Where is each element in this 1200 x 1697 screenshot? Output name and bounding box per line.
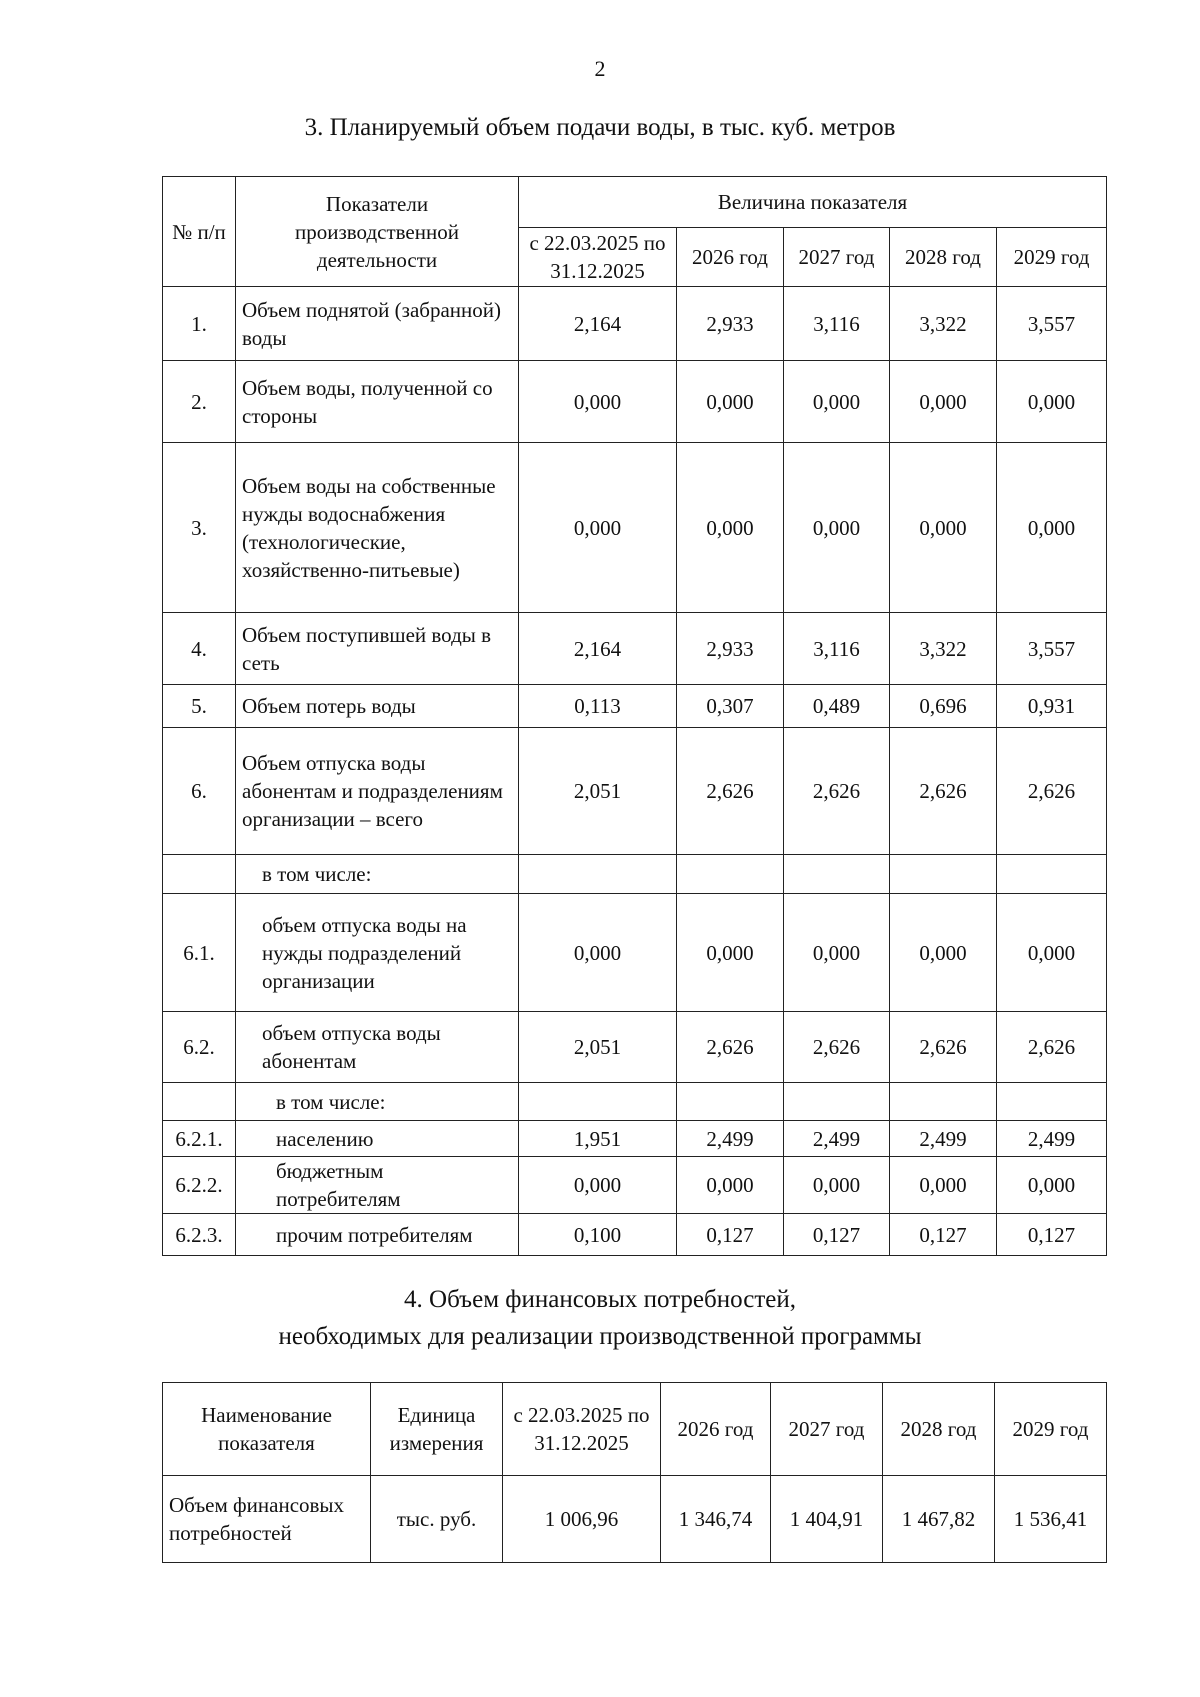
row-label: Объем воды на собственные нужды водоснабжения (технологические, хозяйственно-питьевые) — [236, 443, 519, 613]
row-value: 0,127 — [784, 1214, 890, 1256]
row-value: 2,626 — [784, 1012, 890, 1083]
row-value: 0,000 — [784, 361, 890, 443]
row-value: 2,626 — [677, 728, 784, 855]
page-number: 2 — [594, 56, 606, 81]
row-label: объем отпуска воды на нужды подразделений организации — [236, 894, 519, 1012]
row-value: 3,557 — [997, 613, 1107, 685]
row-value: 1 404,91 — [771, 1476, 883, 1563]
row-value: 0,113 — [519, 685, 677, 728]
row-value — [677, 1083, 784, 1121]
row-value: 3,116 — [784, 613, 890, 685]
header-period: с 22.03.2025 по 31.12.2025 — [519, 228, 677, 287]
row-num — [163, 1083, 236, 1121]
row-num — [163, 855, 236, 894]
row-value: 3,557 — [997, 287, 1107, 361]
row-value: 2,499 — [997, 1121, 1107, 1157]
table-row — [163, 443, 1107, 613]
table-header-row — [163, 177, 1107, 228]
row-value: 2,051 — [519, 1012, 677, 1083]
section3-title: 3. Планируемый объем подачи воды, в тыс. куб. метров — [304, 114, 896, 141]
row-label: Объем поднятой (забранной) воды — [236, 287, 519, 361]
header-period: 2029 год — [995, 1383, 1107, 1476]
row-value: 0,000 — [677, 361, 784, 443]
row-value: 0,000 — [519, 1157, 677, 1214]
row-value: 0,307 — [677, 685, 784, 728]
row-value: 0,489 — [784, 685, 890, 728]
row-value — [890, 855, 997, 894]
row-label: Объем воды, полученной со стороны — [236, 361, 519, 443]
row-value: 1 536,41 — [995, 1476, 1107, 1563]
row-value — [677, 855, 784, 894]
row-num: 6.2.3. — [163, 1214, 236, 1256]
row-value: 0,000 — [997, 894, 1107, 1012]
row-unit: тыс. руб. — [371, 1476, 503, 1563]
row-value: 0,000 — [519, 443, 677, 613]
water-supply-table — [162, 176, 1107, 1256]
row-value: 1,951 — [519, 1121, 677, 1157]
row-value: 0,000 — [784, 894, 890, 1012]
row-value: 0,000 — [784, 443, 890, 613]
row-label: Объем поступившей воды в сеть — [236, 613, 519, 685]
header-period: 2026 год — [661, 1383, 771, 1476]
row-value: 3,322 — [890, 287, 997, 361]
row-value: 2,626 — [890, 1012, 997, 1083]
table-row — [163, 1083, 1107, 1121]
table-row — [163, 361, 1107, 443]
row-label: объем отпуска воды абонентам — [236, 1012, 519, 1083]
section4-title-line1: 4. Объем финансовых потребностей, — [404, 1286, 796, 1313]
row-value: 2,626 — [890, 728, 997, 855]
row-num: 6.2. — [163, 1012, 236, 1083]
row-value: 0,696 — [890, 685, 997, 728]
row-value — [997, 855, 1107, 894]
row-label: прочим потребителям — [236, 1214, 519, 1256]
row-value: 2,499 — [890, 1121, 997, 1157]
financial-needs-table — [162, 1382, 1107, 1563]
row-value — [890, 1083, 997, 1121]
table-row — [163, 613, 1107, 685]
row-value: 0,000 — [997, 1157, 1107, 1214]
row-num: 4. — [163, 613, 236, 685]
row-num: 6.1. — [163, 894, 236, 1012]
row-value: 2,499 — [677, 1121, 784, 1157]
row-label: Объем отпуска воды абонентам и подразделениям организации – всего — [236, 728, 519, 855]
row-value: 2,164 — [519, 613, 677, 685]
row-name: Объем финансовых потребностей — [163, 1476, 371, 1563]
table-row — [163, 855, 1107, 894]
row-value: 0,127 — [677, 1214, 784, 1256]
header-indicator: Показатели производственной деятельности — [236, 177, 519, 287]
row-num: 6.2.2. — [163, 1157, 236, 1214]
row-value: 0,000 — [890, 361, 997, 443]
header-name: Наименование показателя — [163, 1383, 371, 1476]
row-value: 0,000 — [997, 361, 1107, 443]
row-value: 2,626 — [677, 1012, 784, 1083]
row-value: 2,164 — [519, 287, 677, 361]
table-row — [163, 1157, 1107, 1214]
header-period: 2027 год — [771, 1383, 883, 1476]
row-value: 0,127 — [890, 1214, 997, 1256]
row-label: в том числе: — [236, 1083, 519, 1121]
row-value: 2,933 — [677, 613, 784, 685]
row-label: Объем потерь воды — [236, 685, 519, 728]
row-value: 0,000 — [519, 361, 677, 443]
table-row — [163, 685, 1107, 728]
row-label: бюджетным потребителям — [236, 1157, 519, 1214]
row-value: 1 467,82 — [883, 1476, 995, 1563]
row-num: 3. — [163, 443, 236, 613]
header-value-group: Величина показателя — [519, 177, 1107, 228]
row-value — [997, 1083, 1107, 1121]
table-row — [163, 1121, 1107, 1157]
row-value: 0,000 — [677, 1157, 784, 1214]
row-value: 1 006,96 — [503, 1476, 661, 1563]
row-value: 3,322 — [890, 613, 997, 685]
row-value — [784, 855, 890, 894]
row-label: в том числе: — [236, 855, 519, 894]
row-label: населению — [236, 1121, 519, 1157]
row-value: 2,626 — [784, 728, 890, 855]
header-unit: Единица измерения — [371, 1383, 503, 1476]
header-period: 2026 год — [677, 228, 784, 287]
header-period: с 22.03.2025 по 31.12.2025 — [503, 1383, 661, 1476]
table-row — [163, 728, 1107, 855]
row-value: 0,127 — [997, 1214, 1107, 1256]
row-value: 0,000 — [677, 894, 784, 1012]
row-value: 0,000 — [890, 894, 997, 1012]
row-num: 1. — [163, 287, 236, 361]
header-period: 2028 год — [890, 228, 997, 287]
row-value — [784, 1083, 890, 1121]
row-value: 2,933 — [677, 287, 784, 361]
table-row — [163, 894, 1107, 1012]
row-value: 1 346,74 — [661, 1476, 771, 1563]
row-value: 0,000 — [519, 894, 677, 1012]
header-num: № п/п — [163, 177, 236, 287]
row-value: 2,499 — [784, 1121, 890, 1157]
row-num: 2. — [163, 361, 236, 443]
section4-title-line2: необходимых для реализации производственной программы — [278, 1323, 922, 1350]
table-header-row — [163, 1383, 1107, 1476]
header-period: 2027 год — [784, 228, 890, 287]
row-value: 0,000 — [890, 443, 997, 613]
header-period: 2029 год — [997, 228, 1107, 287]
table-row — [163, 1012, 1107, 1083]
row-value: 0,000 — [890, 1157, 997, 1214]
row-value — [519, 1083, 677, 1121]
row-value: 0,000 — [997, 443, 1107, 613]
row-value: 3,116 — [784, 287, 890, 361]
row-value: 0,931 — [997, 685, 1107, 728]
row-num: 5. — [163, 685, 236, 728]
table-row — [163, 287, 1107, 361]
table-row — [163, 1214, 1107, 1256]
table-row — [163, 1476, 1107, 1563]
row-value: 2,626 — [997, 728, 1107, 855]
row-value — [519, 855, 677, 894]
row-value: 2,626 — [997, 1012, 1107, 1083]
row-num: 6.2.1. — [163, 1121, 236, 1157]
row-num: 6. — [163, 728, 236, 855]
row-value: 2,051 — [519, 728, 677, 855]
row-value: 0,000 — [784, 1157, 890, 1214]
header-period: 2028 год — [883, 1383, 995, 1476]
row-value: 0,100 — [519, 1214, 677, 1256]
row-value: 0,000 — [677, 443, 784, 613]
